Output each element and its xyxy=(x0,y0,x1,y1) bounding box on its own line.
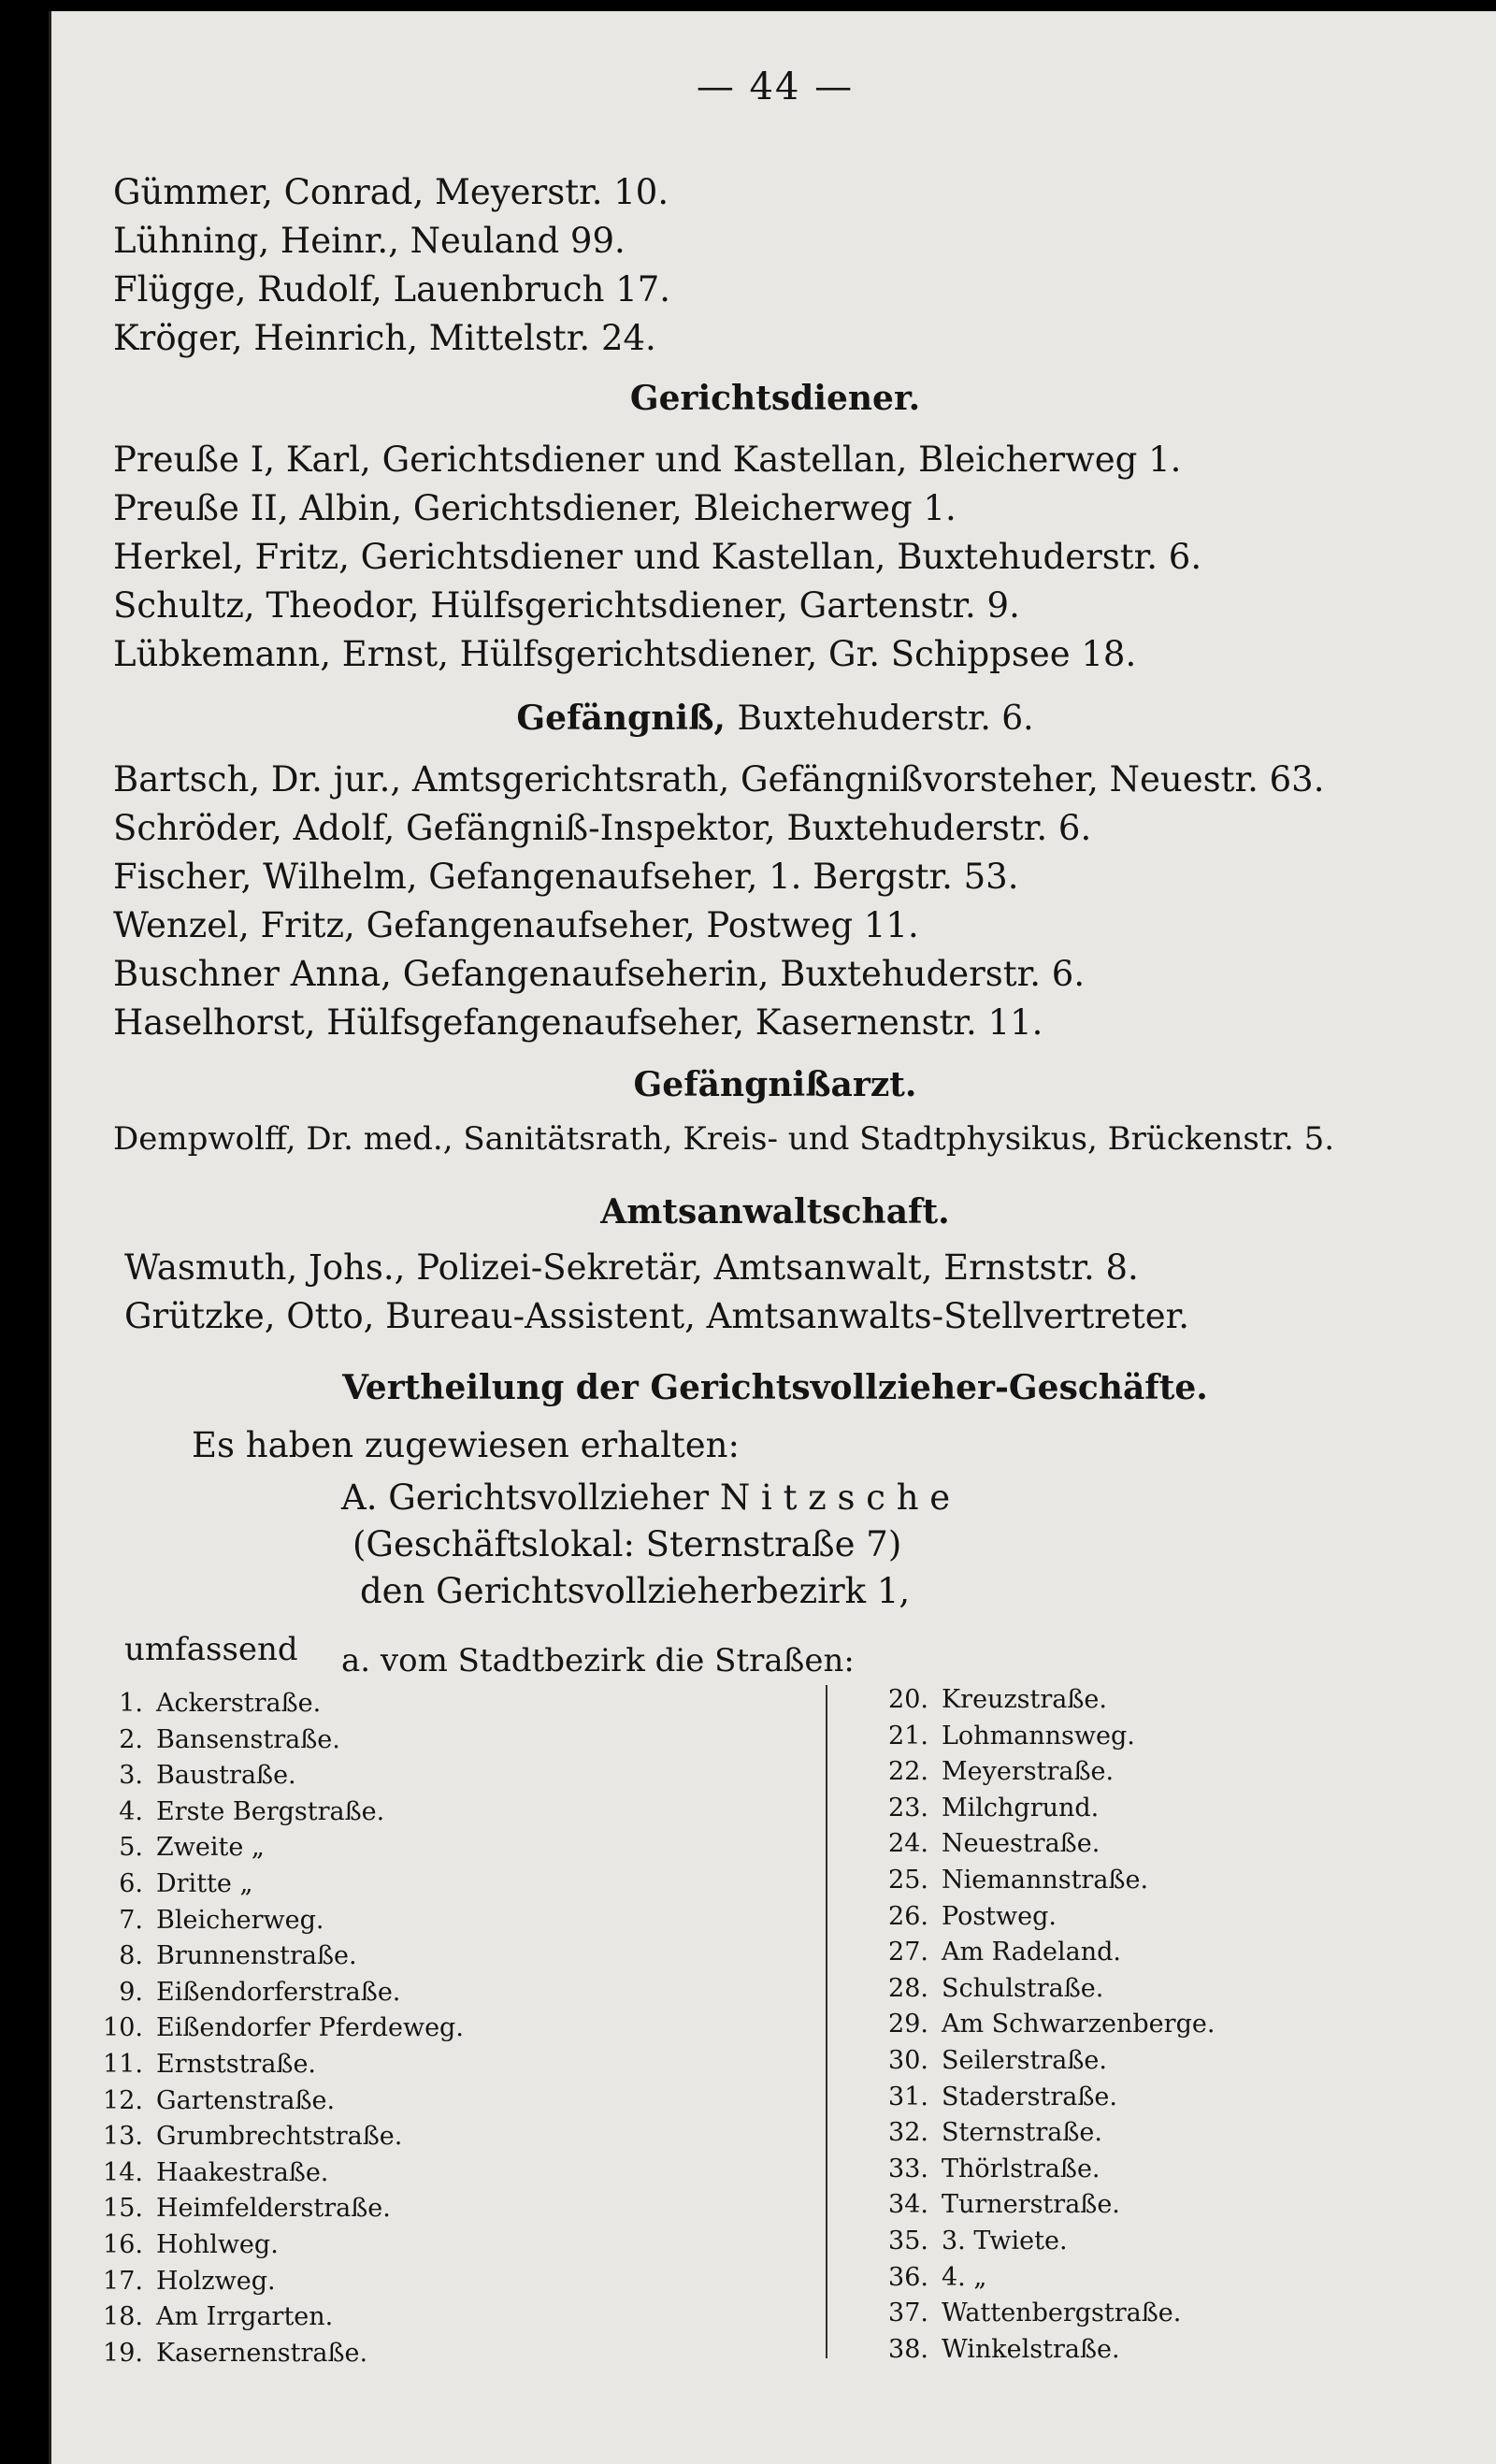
street-number: 24. xyxy=(888,1829,928,1859)
section-heading-gefaengniss xyxy=(51,698,1496,740)
street-name: Eißendorfer Pferdeweg. xyxy=(156,2013,464,2043)
street-name: 3. Twiete. xyxy=(942,2226,1068,2255)
street-list-item xyxy=(869,1755,1114,1789)
street-name: Brunnenstraße. xyxy=(156,1941,357,1971)
street-number: 22. xyxy=(888,1757,928,1787)
street-name: Meyerstraße. xyxy=(942,1757,1115,1787)
street-number: 4. xyxy=(119,1796,143,1826)
page-number: — 44 — xyxy=(696,65,855,108)
street-list-item xyxy=(869,2044,1107,2078)
street-name: Thörlstraße. xyxy=(942,2154,1100,2183)
street-name: Kasernenstraße. xyxy=(156,2338,368,2368)
street-list-item xyxy=(869,2333,1120,2367)
street-list-item xyxy=(869,2081,1117,2114)
street-number: 32. xyxy=(888,2118,928,2148)
street-list-item xyxy=(83,2228,279,2262)
street-list-item xyxy=(83,1795,384,1829)
street-number: 37. xyxy=(888,2298,928,2328)
street-list-item xyxy=(869,1864,1148,1897)
street-name: Wattenbergstraße. xyxy=(942,2298,1182,2328)
street-list-item xyxy=(869,1900,1057,1934)
street-list-item xyxy=(869,1936,1121,1969)
street-name: Ernststraße. xyxy=(156,2050,317,2079)
street-name: Bleicherweg. xyxy=(156,1905,324,1935)
street-number: 21. xyxy=(888,1721,928,1751)
list-item: Schultz, Theodor, Hülfsgerichtsdiener, Gartenstr. 9. xyxy=(113,585,1020,626)
street-number: 1. xyxy=(119,1689,143,1718)
document-page xyxy=(49,11,1496,2464)
street-name: Neuestraße. xyxy=(942,1829,1100,1859)
street-number: 10. xyxy=(103,2013,143,2043)
street-number: 14. xyxy=(103,2157,143,2187)
list-item: Dempwolff, Dr. med., Sanitätsrath, Kreis- und Stadtphysikus, Brückenstr. 5. xyxy=(113,1120,1335,1158)
street-name: Milchgrund. xyxy=(942,1793,1100,1823)
list-item: Buschner Anna, Gefangenaufseherin, Buxtehuderstr. 6. xyxy=(113,954,1086,994)
section-heading-gerichtsdiener: Gerichtsdiener. xyxy=(629,379,921,418)
street-name: Postweg. xyxy=(942,1901,1057,1931)
intro-text: Es haben zugewiesen erhalten: xyxy=(192,1425,740,1465)
list-item: Flügge, Rudolf, Lauenbruch 17. xyxy=(113,269,671,310)
street-number: 25. xyxy=(888,1866,928,1895)
heading-bold: Gefängniß, xyxy=(516,699,726,738)
umfassend-label: umfassend xyxy=(124,1631,298,1668)
street-number: 11. xyxy=(103,2050,143,2079)
street-name: Niemannstraße. xyxy=(942,1866,1149,1895)
street-number: 6. xyxy=(119,1869,143,1898)
street-name: Zweite „ xyxy=(156,1833,265,1863)
street-number: 5. xyxy=(119,1833,143,1863)
list-item: Grützke, Otto, Bureau-Assistent, Amtsanwalts-Stellvertreter. xyxy=(124,1296,1189,1336)
street-number: 15. xyxy=(103,2194,143,2224)
list-item: Fischer, Wilhelm, Gefangenaufseher, 1. Bergstr. 53. xyxy=(113,857,1019,897)
street-name: Grumbrechtstraße. xyxy=(156,2122,403,2152)
street-list-item xyxy=(869,1827,1100,1861)
street-name: Staderstraße. xyxy=(942,2082,1117,2111)
street-number: 38. xyxy=(888,2334,928,2364)
street-list-item xyxy=(869,2225,1068,2258)
list-item: Haselhorst, Hülfsgefangenaufseher, Kasernenstr. 11. xyxy=(113,1002,1043,1043)
street-list-item xyxy=(869,2261,986,2295)
street-number: 8. xyxy=(119,1941,143,1971)
street-name: Eißendorferstraße. xyxy=(156,1977,401,2007)
street-list-item xyxy=(83,1687,321,1721)
street-name: 4. „ xyxy=(942,2262,987,2292)
street-number: 26. xyxy=(888,1901,928,1931)
list-item: Bartsch, Dr. jur., Amtsgerichtsrath, Gefängnißvorsteher, Neuestr. 63. xyxy=(113,759,1325,800)
street-number: 19. xyxy=(103,2338,143,2368)
district-line: den Gerichtsvollzieherbezirk 1, xyxy=(360,1571,911,1611)
street-number: 34. xyxy=(888,2190,928,2220)
street-number: 35. xyxy=(888,2226,928,2255)
street-number: 7. xyxy=(119,1905,143,1935)
street-name: Heimfelderstraße. xyxy=(156,2194,391,2224)
street-number: 29. xyxy=(888,2010,928,2039)
street-list-item xyxy=(83,2192,391,2226)
street-number: 30. xyxy=(888,2046,928,2075)
street-list-item xyxy=(83,2120,402,2154)
street-list-item xyxy=(869,2153,1100,2186)
street-list-item xyxy=(869,1792,1099,1825)
street-number: 12. xyxy=(103,2085,143,2115)
street-name: Gartenstraße. xyxy=(156,2085,336,2115)
list-item: Preuße II, Albin, Gerichtsdiener, Bleicherweg 1. xyxy=(113,488,957,528)
street-subheading: a. vom Stadtbezirk die Straßen: xyxy=(341,1642,855,1679)
street-number: 17. xyxy=(103,2266,143,2296)
street-name: Erste Bergstraße. xyxy=(156,1796,385,1826)
street-number: 16. xyxy=(103,2230,143,2259)
street-list-item xyxy=(83,2265,276,2298)
street-list-item xyxy=(869,1720,1135,1753)
street-number: 13. xyxy=(103,2122,143,2152)
bailiff-name: A. Gerichtsvollzieher N i t z s c h e xyxy=(341,1477,951,1518)
street-name: Schulstraße. xyxy=(942,1973,1104,2003)
street-name: Seilerstraße. xyxy=(942,2046,1107,2075)
street-name: Hohlweg. xyxy=(156,2230,279,2259)
street-name: Am Radeland. xyxy=(942,1938,1121,1967)
street-name: Holzweg. xyxy=(156,2266,276,2296)
street-list-item xyxy=(83,2048,316,2082)
street-name: Kreuzstraße. xyxy=(942,1685,1107,1714)
street-number: 28. xyxy=(888,1973,928,2003)
street-number: 9. xyxy=(119,1977,143,2007)
street-list-item xyxy=(83,2011,464,2045)
list-item: Wasmuth, Johs., Polizei-Sekretär, Amtsanwalt, Ernststr. 8. xyxy=(124,1247,1139,1288)
heading-address: Buxtehuderstr. 6. xyxy=(737,699,1034,738)
list-item: Herkel, Fritz, Gerichtsdiener und Kastellan, Buxtehuderstr. 6. xyxy=(113,537,1202,577)
street-list-item xyxy=(83,1723,340,1757)
list-item: Schröder, Adolf, Gefängniß-Inspektor, Buxtehuderstr. 6. xyxy=(113,808,1092,848)
street-list-item xyxy=(83,2337,367,2370)
street-list-item xyxy=(869,2297,1181,2330)
street-name: Lohmannsweg. xyxy=(942,1721,1135,1751)
section-heading-amtsanwaltschaft: Amtsanwaltschaft. xyxy=(600,1192,950,1232)
street-list-item xyxy=(83,1867,252,1901)
street-list-item xyxy=(869,2188,1120,2222)
list-item: Wenzel, Fritz, Gefangenaufseher, Postweg 11. xyxy=(113,905,919,945)
street-list-item xyxy=(869,2008,1215,2041)
street-name: Bansenstraße. xyxy=(156,1724,340,1754)
street-number: 27. xyxy=(888,1938,928,1967)
street-name: Am Irrgarten. xyxy=(156,2302,334,2332)
street-name: Dritte „ xyxy=(156,1869,253,1898)
street-number: 18. xyxy=(103,2302,143,2332)
street-list-item xyxy=(83,2300,333,2334)
street-name: Am Schwarzenberge. xyxy=(942,2010,1216,2039)
section-heading-vertheilung: Vertheilung der Gerichtsvollzieher-Geschäfte. xyxy=(342,1368,1208,1407)
section-heading-gefaengnissarzt: Gefängnißarzt. xyxy=(633,1065,917,1104)
street-number: 23. xyxy=(888,1793,928,1823)
street-number: 2. xyxy=(119,1724,143,1754)
list-item: Lühning, Heinr., Neuland 99. xyxy=(113,221,626,261)
street-number: 31. xyxy=(888,2082,928,2111)
street-number: 36. xyxy=(888,2262,928,2292)
street-name: Baustraße. xyxy=(156,1761,296,1791)
street-number: 33. xyxy=(888,2154,928,2183)
street-number: 20. xyxy=(888,1685,928,1714)
list-item: Lübkemann, Ernst, Hülfsgerichtsdiener, Gr. Schippsee 18. xyxy=(113,634,1137,674)
street-list-item xyxy=(83,1976,400,2010)
street-list-item xyxy=(83,1904,324,1938)
street-list-item xyxy=(83,1939,357,1973)
street-list-item xyxy=(869,1972,1103,2006)
street-list-item xyxy=(83,2084,335,2118)
list-item: Gümmer, Conrad, Meyerstr. 10. xyxy=(113,172,669,212)
street-name: Sternstraße. xyxy=(942,2118,1102,2148)
street-name: Turnerstraße. xyxy=(942,2190,1120,2220)
street-name: Ackerstraße. xyxy=(156,1689,322,1718)
street-list-item xyxy=(869,2116,1102,2150)
list-item: Preuße I, Karl, Gerichtsdiener und Kastellan, Bleicherweg 1. xyxy=(113,439,1182,480)
street-name: Winkelstraße. xyxy=(942,2334,1120,2364)
street-list-item xyxy=(83,1831,265,1865)
column-divider xyxy=(826,1685,827,2358)
business-office: (Geschäftslokal: Sternstraße 7) xyxy=(352,1524,902,1564)
street-list-item xyxy=(869,1683,1107,1717)
list-item: Kröger, Heinrich, Mittelstr. 24. xyxy=(113,318,656,358)
street-number: 3. xyxy=(119,1761,143,1791)
street-list-item xyxy=(83,1759,296,1793)
street-name: Haakestraße. xyxy=(156,2157,329,2187)
street-list-item xyxy=(83,2156,328,2190)
